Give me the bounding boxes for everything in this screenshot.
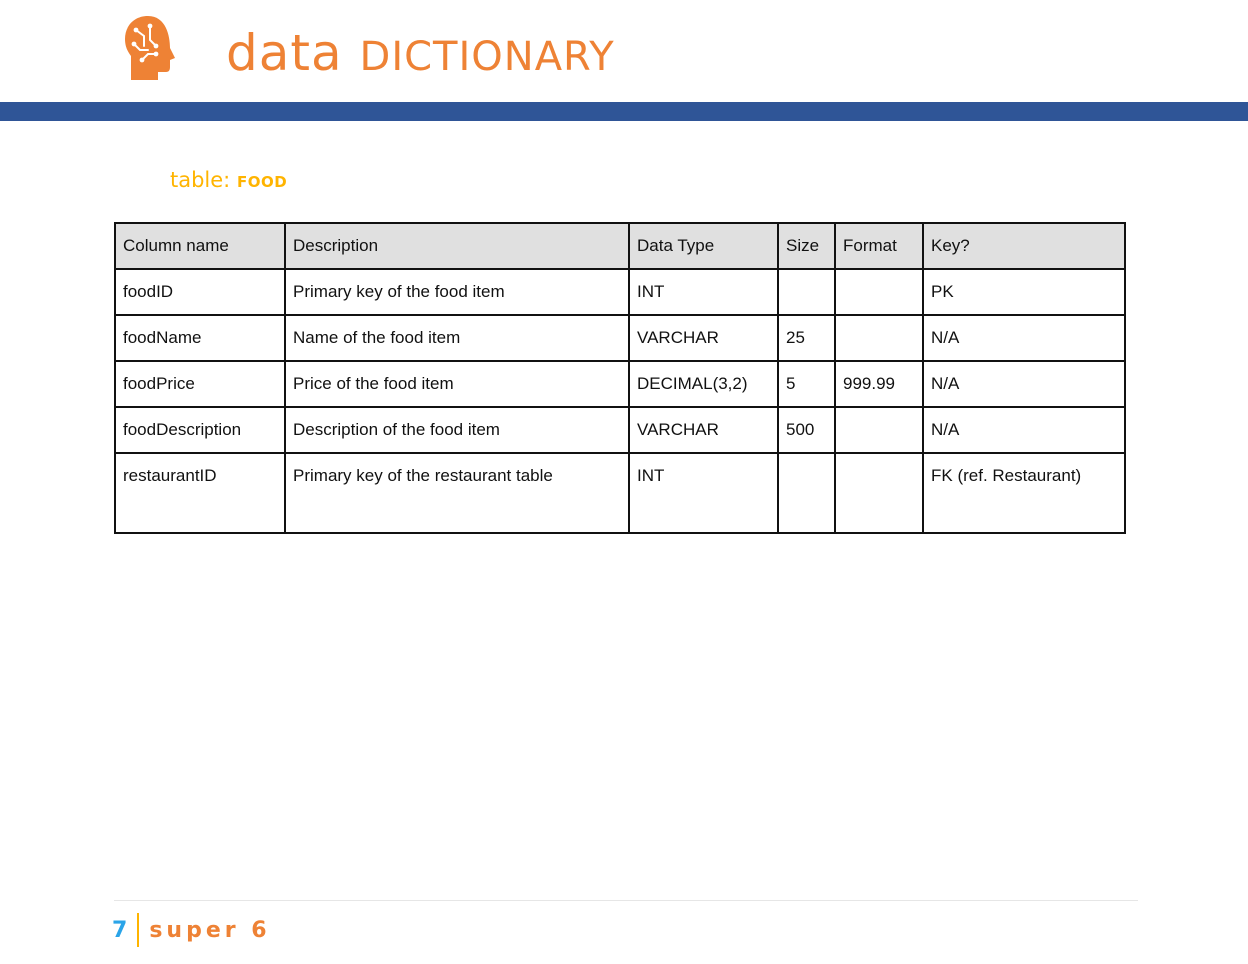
table-row <box>115 361 1125 407</box>
cell-data-type: DECIMAL(3,2) <box>629 361 778 407</box>
cell-description: Price of the food item <box>285 361 629 407</box>
cell-size: 5 <box>778 361 835 407</box>
cell-data-type: INT <box>629 269 778 315</box>
cell-data-type: INT <box>629 453 778 533</box>
cell-key: FK (ref. Restaurant) <box>923 453 1125 533</box>
cell-column-name: foodDescription <box>115 407 285 453</box>
cell-description: Name of the food item <box>285 315 629 361</box>
data-dictionary-table <box>114 222 1126 534</box>
section-table-name: FOOD <box>236 173 288 191</box>
cell-description: Primary key of the food item <box>285 269 629 315</box>
header-format: Format <box>835 223 923 269</box>
header-size: Size <box>778 223 835 269</box>
section-label: table: <box>170 168 231 192</box>
cell-description: Description of the food item <box>285 407 629 453</box>
footer-text: super 6 <box>149 917 271 943</box>
cell-format <box>835 407 923 453</box>
cell-format: 999.99 <box>835 361 923 407</box>
header-band <box>0 102 1248 121</box>
cell-size <box>778 269 835 315</box>
cell-column-name: foodPrice <box>115 361 285 407</box>
table-row <box>115 453 1125 533</box>
cell-size <box>778 453 835 533</box>
header-key: Key? <box>923 223 1125 269</box>
cell-key: N/A <box>923 315 1125 361</box>
cell-key: N/A <box>923 361 1125 407</box>
cell-key: PK <box>923 269 1125 315</box>
table-row <box>115 269 1125 315</box>
table-row <box>115 315 1125 361</box>
cell-description: Primary key of the restaurant table <box>285 453 629 533</box>
table-header-row <box>115 223 1125 269</box>
header-column-name: Column name <box>115 223 285 269</box>
cell-size: 500 <box>778 407 835 453</box>
cell-format <box>835 315 923 361</box>
title-word-dictionary: DICTIONARY <box>359 34 615 80</box>
head-circuit-icon <box>122 14 178 84</box>
footer-divider <box>114 900 1138 901</box>
cell-column-name: foodName <box>115 315 285 361</box>
section-heading <box>170 166 287 196</box>
cell-format <box>835 453 923 533</box>
page-title <box>226 18 615 92</box>
cell-format <box>835 269 923 315</box>
footer-separator <box>137 913 139 947</box>
header-data-type: Data Type <box>629 223 778 269</box>
table-row <box>115 407 1125 453</box>
cell-data-type: VARCHAR <box>629 315 778 361</box>
page-number: 7 <box>112 917 128 943</box>
cell-data-type: VARCHAR <box>629 407 778 453</box>
cell-column-name: restaurantID <box>115 453 285 533</box>
cell-key: N/A <box>923 407 1125 453</box>
header-description: Description <box>285 223 629 269</box>
cell-size: 25 <box>778 315 835 361</box>
title-word-data: data <box>226 24 343 82</box>
page-footer <box>112 912 271 948</box>
cell-column-name: foodID <box>115 269 285 315</box>
